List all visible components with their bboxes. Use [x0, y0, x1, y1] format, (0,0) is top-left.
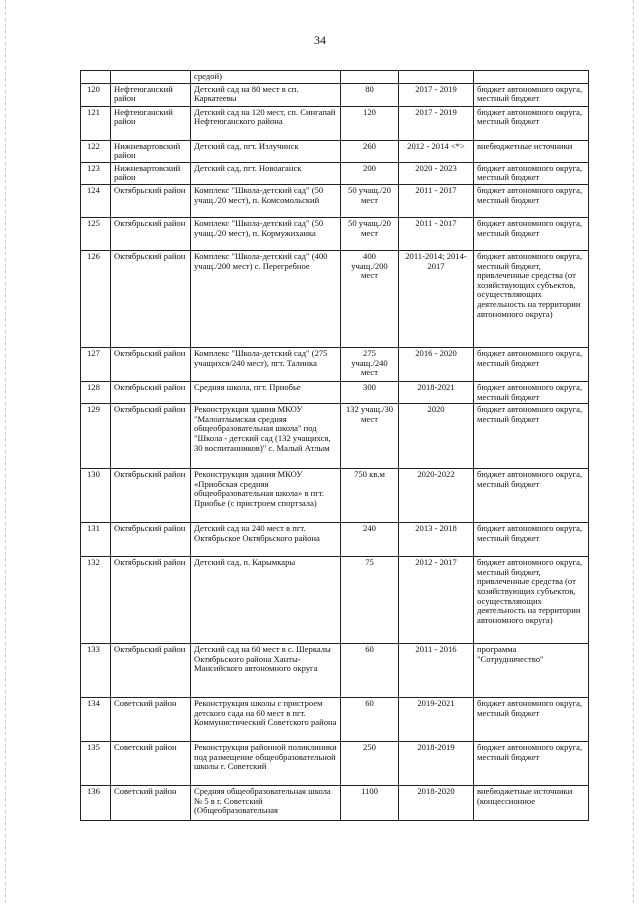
cell-capacity: 50 учащ./20 мест — [341, 184, 399, 217]
cell-capacity: 750 кв.м — [341, 469, 399, 523]
cell-object: Комплекс "Школа-детский сад" (400 учащ./200 мест) с. Перегребное — [191, 250, 341, 347]
cell-object: Детский сад, пгт. Излучинск — [191, 140, 341, 162]
cell-number: 124 — [81, 184, 111, 217]
cell-period — [399, 71, 474, 84]
cell-district: Нефтеюганский район — [111, 106, 191, 140]
cell-object: Детский сад на 240 мест в пгт. Октябрьское Октябрьского района — [191, 523, 341, 557]
cell-funding-source: бюджет автономного округа, местный бюджет, привлеченные средства (от хозяйствующих субъектов, осуществляющих деятельность на территории автономного округа) — [474, 557, 589, 644]
cell-district: Октябрьский район — [111, 184, 191, 217]
table-row — [81, 786, 589, 821]
table-row — [81, 742, 589, 786]
cell-object: Реконструкция школы с пристроем детского сада на 60 мест в пгт. Коммунистический Советского района — [191, 698, 341, 742]
cell-number: 122 — [81, 140, 111, 162]
cell-number: 126 — [81, 250, 111, 347]
cell-funding-source: бюджет автономного округа, местный бюджет — [474, 523, 589, 557]
cell-object: средой) — [191, 71, 341, 84]
table-row — [81, 217, 589, 250]
cell-funding-source: бюджет автономного округа, местный бюджет — [474, 347, 589, 381]
cell-period: 2020 - 2023 — [399, 162, 474, 184]
table-row — [81, 557, 589, 644]
cell-capacity: 240 — [341, 523, 399, 557]
cell-district: Октябрьский район — [111, 523, 191, 557]
scan-edge-right — [633, 0, 634, 905]
cell-period: 2018-2021 — [399, 381, 474, 403]
table-row — [81, 83, 589, 106]
cell-number: 129 — [81, 404, 111, 469]
table-row — [81, 140, 589, 162]
cell-funding-source: бюджет автономного округа, местный бюджет — [474, 217, 589, 250]
cell-funding-source: бюджет автономного округа, местный бюджет — [474, 742, 589, 786]
cell-district: Октябрьский район — [111, 404, 191, 469]
cell-district: Октябрьский район — [111, 347, 191, 381]
table-row — [81, 381, 589, 403]
cell-object: Средняя общеобразовательная школа № 5 в г. Советский (Общеобразовательная — [191, 786, 341, 821]
cell-funding-source: внебюджетные источники — [474, 140, 589, 162]
cell-funding-source: бюджет автономного округа, местный бюджет — [474, 83, 589, 106]
cell-district: Октябрьский район — [111, 217, 191, 250]
cell-district — [111, 71, 191, 84]
cell-period: 2019-2021 — [399, 698, 474, 742]
cell-period: 2012 - 2014 <*> — [399, 140, 474, 162]
table-row — [81, 162, 589, 184]
cell-funding-source: бюджет автономного округа, местный бюджет — [474, 184, 589, 217]
cell-funding-source: бюджет автономного округа, местный бюджет — [474, 469, 589, 523]
cell-number: 128 — [81, 381, 111, 403]
cell-object: Реконструкция районной поликлиники под размещение общеобразовательной школы г. Советский — [191, 742, 341, 786]
table-body — [81, 71, 589, 821]
cell-period: 2018-2019 — [399, 742, 474, 786]
cell-district: Октябрьский район — [111, 250, 191, 347]
cell-funding-source: бюджет автономного округа, местный бюджет — [474, 381, 589, 403]
cell-capacity: 300 — [341, 381, 399, 403]
cell-number: 123 — [81, 162, 111, 184]
table-row — [81, 347, 589, 381]
cell-object: Детский сад на 60 мест в с. Шеркалы Октябрьского района Ханты-Мансийского автономного округа — [191, 644, 341, 698]
table-row — [81, 469, 589, 523]
cell-object: Комплекс "Школа-детский сад" (50 учащ./20 мест), п. Кормужиханка — [191, 217, 341, 250]
cell-funding-source: внебюджетные источники (концессионное — [474, 786, 589, 821]
cell-period: 2018-2020 — [399, 786, 474, 821]
cell-period: 2011-2014; 2014-2017 — [399, 250, 474, 347]
cell-object: Средняя школа, пгт. Приобье — [191, 381, 341, 403]
cell-number: 134 — [81, 698, 111, 742]
table-row — [81, 523, 589, 557]
cell-capacity: 260 — [341, 140, 399, 162]
cell-funding-source: бюджет автономного округа, местный бюджет, привлеченные средства (от хозяйствующих субъектов, осуществляющих деятельность на территории автономного округа) — [474, 250, 589, 347]
continuation-row — [81, 71, 589, 84]
cell-period: 2017 - 2019 — [399, 83, 474, 106]
cell-number: 135 — [81, 742, 111, 786]
cell-number: 136 — [81, 786, 111, 821]
cell-object: Реконструкция здания МКОУ «Приобская средняя общеобразовательная школа» в пгт. Приобье (с пристроем спортзала) — [191, 469, 341, 523]
cell-number: 121 — [81, 106, 111, 140]
cell-capacity: 1100 — [341, 786, 399, 821]
cell-funding-source: бюджет автономного округа, местный бюджет — [474, 106, 589, 140]
cell-number: 130 — [81, 469, 111, 523]
cell-period: 2011 - 2017 — [399, 184, 474, 217]
cell-district: Октябрьский район — [111, 557, 191, 644]
table-row — [81, 644, 589, 698]
scan-edge-left — [5, 0, 6, 905]
cell-period: 2020-2022 — [399, 469, 474, 523]
cell-object: Детский сад, пгт. Новоаганск — [191, 162, 341, 184]
cell-funding-source — [474, 71, 589, 84]
cell-capacity: 60 — [341, 644, 399, 698]
cell-object: Реконструкция здания МКОУ "Малоатлымская средняя общеобразовательная школа" под "Школа - детский сад (132 учащихся, 30 воспитанников)" с. Малый Атлым — [191, 404, 341, 469]
cell-funding-source: бюджет автономного округа, местный бюджет — [474, 698, 589, 742]
cell-capacity: 50 учащ./20 мест — [341, 217, 399, 250]
cell-number: 131 — [81, 523, 111, 557]
cell-district: Октябрьский район — [111, 469, 191, 523]
cell-capacity: 80 — [341, 83, 399, 106]
cell-period: 2016 - 2020 — [399, 347, 474, 381]
cell-period: 2020 — [399, 404, 474, 469]
cell-object: Комплекс "Школа-детский сад" (275 учащихся/240 мест), пгт. Талинка — [191, 347, 341, 381]
cell-funding-source: программа "Сотрудничество" — [474, 644, 589, 698]
cell-district: Нефтеюганский район — [111, 83, 191, 106]
cell-period: 2017 - 2019 — [399, 106, 474, 140]
table-row — [81, 698, 589, 742]
table-row — [81, 250, 589, 347]
cell-capacity: 275 учащ./240 мест — [341, 347, 399, 381]
cell-number: 132 — [81, 557, 111, 644]
page-number: 34 — [314, 33, 326, 47]
cell-number: 133 — [81, 644, 111, 698]
cell-number: 125 — [81, 217, 111, 250]
cell-period: 2013 - 2018 — [399, 523, 474, 557]
cell-capacity: 250 — [341, 742, 399, 786]
cell-period: 2011 - 2017 — [399, 217, 474, 250]
cell-object: Детский сад на 120 мест, сп. Сингапай Нефтеюганского района — [191, 106, 341, 140]
cell-capacity: 400 учащ./200 мест — [341, 250, 399, 347]
cell-district: Октябрьский район — [111, 644, 191, 698]
cell-district: Октябрьский район — [111, 381, 191, 403]
cell-object: Детский сад, п. Карымкары — [191, 557, 341, 644]
cell-capacity: 120 — [341, 106, 399, 140]
cell-capacity: 60 — [341, 698, 399, 742]
cell-period: 2011 - 2016 — [399, 644, 474, 698]
cell-period: 2012 - 2017 — [399, 557, 474, 644]
cell-funding-source: бюджет автономного округа, местный бюджет — [474, 162, 589, 184]
table-row — [81, 404, 589, 469]
cell-district: Советский район — [111, 786, 191, 821]
cell-object: Комплекс "Школа-детский сад" (50 учащ./20 мест), п. Комсомольский — [191, 184, 341, 217]
table-row — [81, 106, 589, 140]
cell-capacity: 132 учащ./30 мест — [341, 404, 399, 469]
cell-capacity — [341, 71, 399, 84]
cell-district: Советский район — [111, 698, 191, 742]
cell-object: Детский сад на 80 мест в сп. Каркатеевы — [191, 83, 341, 106]
cell-capacity: 75 — [341, 557, 399, 644]
construction-objects-table — [80, 70, 589, 821]
table-row — [81, 184, 589, 217]
cell-district: Советский район — [111, 742, 191, 786]
cell-number — [81, 71, 111, 84]
cell-number: 127 — [81, 347, 111, 381]
cell-funding-source: бюджет автономного округа, местный бюджет — [474, 404, 589, 469]
cell-number: 120 — [81, 83, 111, 106]
cell-district: Нижневартовский район — [111, 162, 191, 184]
cell-capacity: 200 — [341, 162, 399, 184]
cell-district: Нижневартовский район — [111, 140, 191, 162]
